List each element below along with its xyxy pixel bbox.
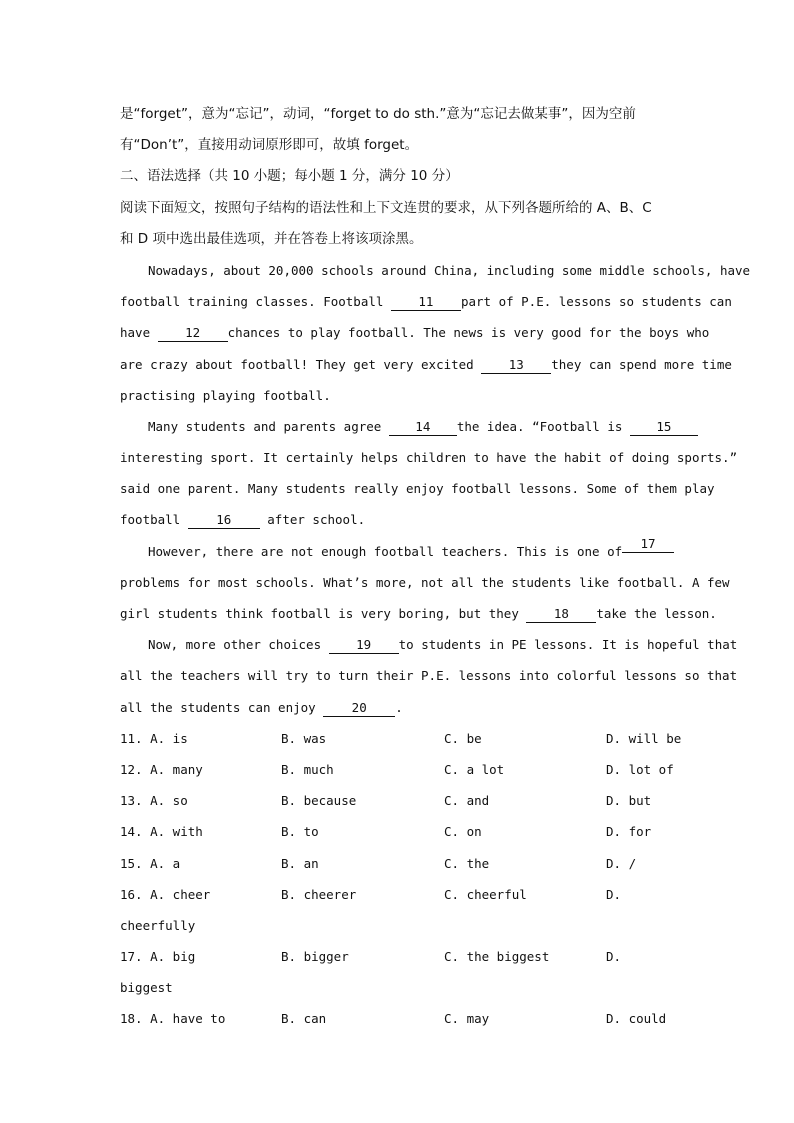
passage-text: after school. [267, 512, 366, 528]
option-c[interactable]: C. the [444, 855, 490, 871]
option-b[interactable]: B. can [281, 1011, 327, 1027]
option-d[interactable]: D. [606, 886, 622, 902]
passage-line [120, 473, 715, 504]
option-a[interactable]: 16. A. cheer [120, 886, 211, 902]
option-a[interactable]: 18. A. have to [120, 1011, 226, 1027]
option-c[interactable]: C. on [444, 824, 482, 840]
option-d[interactable]: D. lot of [606, 761, 674, 777]
passage-text: all the students can enjoy [120, 699, 316, 715]
option-c[interactable]: C. cheerful [444, 886, 527, 902]
passage-text: football [120, 512, 181, 528]
option-d[interactable]: D. [606, 949, 622, 965]
section-instruction-1: 阅读下面短文，按照句子结构的语法性和上下文连贯的要求，从下列各题所给的 A、B、C [120, 199, 652, 216]
option-row-12 [120, 754, 674, 785]
option-c[interactable]: C. be [444, 730, 482, 746]
passage-text: Nowadays, about 20,000 schools around China, including some middle schools, have [148, 262, 751, 278]
option-a[interactable]: 17. A. big [120, 949, 196, 965]
passage-text: have [120, 325, 151, 341]
intro-line-2 [120, 130, 674, 161]
option-wrap-17 [120, 972, 674, 1003]
blank-17[interactable]: 17 [622, 536, 674, 553]
intro-line-1 [120, 99, 674, 130]
passage-text: However, there are not enough football teachers. This is one of [148, 543, 623, 559]
passage-line [120, 536, 674, 567]
passage-text: Many students and parents agree [148, 418, 382, 434]
passage-text: to students in PE lessons. It is hopeful that [398, 637, 738, 653]
option-d[interactable]: D. but [606, 793, 652, 809]
passage-text: girl students think football is very boring, but they [120, 606, 519, 621]
passage-line [120, 504, 674, 535]
option-row-11 [120, 723, 682, 754]
passage-text: part of P.E. lessons so students can [460, 294, 732, 310]
option-d[interactable]: D. will be [606, 730, 682, 746]
passage-line [120, 598, 717, 629]
option-c[interactable]: C. a lot [444, 761, 505, 777]
passage-text: problems for most schools. What’s more, not all the students like football. A few [120, 574, 730, 590]
passage-text: said one parent. Many students really enjoy football lessons. Some of them play [120, 481, 715, 497]
passage-text: take the lesson. [596, 606, 717, 621]
passage-text: chances to play football. The news is very good for the boys who [227, 325, 710, 341]
blank-20[interactable]: 20 [323, 700, 395, 717]
passage-text: football training classes. Football [120, 294, 384, 310]
option-a[interactable]: 11. A. is [120, 730, 188, 746]
option-a[interactable]: 14. A. with [120, 824, 203, 840]
option-b[interactable]: B. cheerer [281, 886, 357, 902]
passage-text: are crazy about football! They get very excited [120, 356, 474, 372]
option-row-15 [120, 848, 674, 879]
option-a[interactable]: 15. A. a [120, 855, 181, 871]
option-c[interactable]: C. and [444, 793, 490, 809]
passage-line [120, 629, 738, 660]
passage-text: the idea. “Football is [456, 418, 623, 434]
passage-text: . [395, 699, 403, 715]
blank-13[interactable]: 13 [481, 357, 551, 374]
section-instruction-2: 和 D 项中选出最佳选项，并在答卷上将该项涂黑。 [120, 230, 423, 247]
passage-text: interesting sport. It certainly helps children to have the habit of doing sports.” [120, 450, 738, 466]
passage-line [120, 380, 674, 411]
option-b[interactable]: B. bigger [281, 949, 349, 965]
passage-line [120, 349, 732, 380]
passage-line [120, 692, 674, 723]
blank-15[interactable]: 15 [630, 419, 698, 436]
option-row-17 [120, 941, 674, 972]
option-b[interactable]: B. an [281, 855, 319, 871]
passage-text: all the teachers will try to turn their P.E. lessons into colorful lessons so that [120, 668, 738, 684]
option-c[interactable]: C. the biggest [444, 949, 550, 965]
option-c[interactable]: C. may [444, 1011, 490, 1027]
blank-11[interactable]: 11 [391, 294, 461, 311]
passage-text: practising playing football. [120, 387, 331, 403]
intro-text: 是“forget”，意为“忘记”，动词，“forget to do sth.”意为“忘记去做某事”，因为空前 [120, 106, 636, 122]
option-b[interactable]: B. because [281, 793, 357, 809]
passage-line [120, 411, 674, 442]
passage-line [120, 442, 738, 473]
section-heading: 二、语法选择（共 10 小题；每小题 1 分，满分 10 分） [120, 168, 459, 185]
passage-text: Now, more other choices [148, 637, 322, 653]
option-b[interactable]: B. much [281, 761, 334, 777]
option-a[interactable]: 12. A. many [120, 761, 203, 777]
option-b[interactable]: B. was [281, 730, 327, 746]
passage-line [120, 660, 738, 691]
option-d-continued[interactable]: biggest [120, 980, 173, 996]
passage-line [120, 286, 732, 317]
passage-line [120, 317, 710, 348]
option-d[interactable]: D. / [606, 855, 637, 871]
document-content [120, 99, 751, 1035]
intro-text: 有“Don’t”，直接用动词原形即可，故填 forget。 [120, 137, 419, 154]
option-d[interactable]: D. for [606, 824, 652, 840]
option-wrap-16 [120, 910, 674, 941]
option-row-16 [120, 879, 674, 910]
passage-text: they can spend more time [551, 356, 732, 372]
blank-16[interactable]: 16 [188, 512, 260, 529]
option-row-18 [120, 1003, 674, 1034]
option-d[interactable]: D. could [606, 1011, 667, 1027]
option-row-13 [120, 785, 674, 816]
blank-18[interactable]: 18 [526, 606, 596, 623]
option-a[interactable]: 13. A. so [120, 793, 188, 809]
passage-line [120, 567, 730, 598]
option-b[interactable]: B. to [281, 824, 319, 840]
passage-line [120, 255, 751, 286]
blank-19[interactable]: 19 [329, 637, 399, 654]
blank-14[interactable]: 14 [389, 419, 457, 436]
option-d-continued[interactable]: cheerfully [120, 917, 196, 933]
option-row-14 [120, 816, 674, 847]
blank-12[interactable]: 12 [158, 325, 228, 342]
